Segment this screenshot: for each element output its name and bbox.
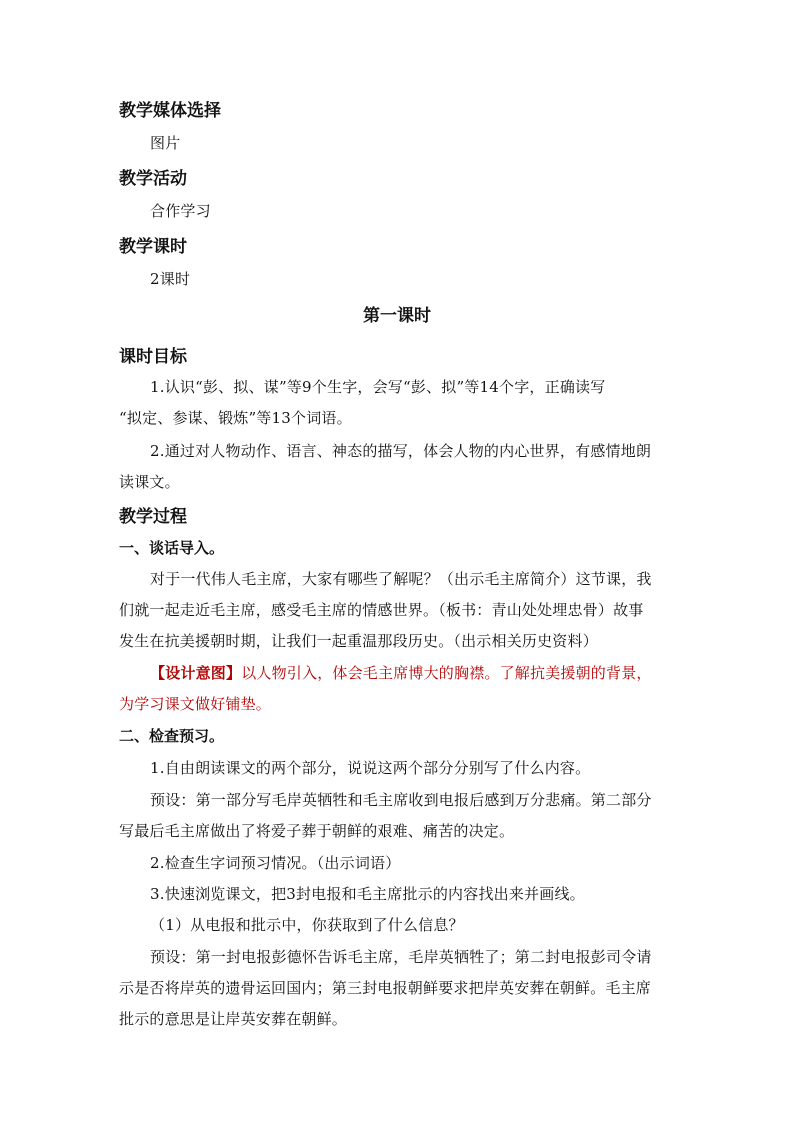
design-intent-line-1: [150, 662, 652, 683]
part-1-line-3: 发生在抗美援朝时期，让我们一起重温那段历史。（出示相关历史资料）: [119, 632, 598, 650]
part-2-heading: 二、检查预习。: [119, 727, 225, 745]
part-2-preview-1-line-1: 预设：第一部分写毛岸英牺牲和毛主席收到电报后感到万分悲痛。第二部分: [150, 791, 652, 809]
goal-2-line-2: 读课文。: [119, 473, 180, 491]
part-2-preview-1-line-2: 写最后毛主席做出了将爱子葬于朝鲜的艰难、痛苦的决定。: [119, 822, 515, 840]
part-2-preview-2-line-2: 示是否将岸英的遗骨运回国内；第三封电报朝鲜要求把岸英安葬在朝鲜。毛主席: [119, 979, 652, 997]
lesson-title: 第一课时: [363, 306, 431, 326]
part-2-item-2: 2.检查生字词预习情况。（出示词语）: [150, 854, 401, 872]
part-2-item-1: 1.自由朗读课文的两个部分，说说这两个部分分别写了什么内容。: [150, 759, 591, 777]
goal-1-line-1: 1.认识“彭、拟、谋”等9个生字，会写“彭、拟”等14个字，正确读写: [150, 378, 606, 396]
goal-2-line-1: 2.通过对人物动作、语言、神态的描写，体会人物的内心世界，有感情地朗: [150, 442, 652, 460]
design-intent-label: 【设计意图】: [150, 664, 242, 682]
design-intent-line-2: 为学习课文做好铺垫。: [119, 695, 272, 713]
activity-heading: 教学活动: [119, 169, 187, 189]
part-1-heading: 一、谈话导入。: [119, 539, 225, 557]
media-heading: 教学媒体选择: [119, 101, 221, 121]
part-2-preview-2-line-1: 预设：第一封电报彭德怀告诉毛主席，毛岸英牺牲了；第二封电报彭司令请: [150, 948, 652, 966]
part-2-item-3: 3.快速浏览课文，把3封电报和毛主席批示的内容找出来并画线。: [150, 885, 585, 903]
part-2-preview-2-line-3: 批示的意思是让岸英安葬在朝鲜。: [119, 1010, 348, 1028]
part-1-line-2: 们就一起走近毛主席，感受毛主席的情感世界。（板书：青山处处埋忠骨）故事: [119, 601, 644, 619]
activity-value: 合作学习: [150, 202, 211, 220]
goal-1-line-2: “拟定、参谋、锻炼”等13个词语。: [119, 409, 352, 427]
part-2-question-1: （1）从电报和批示中，你获取到了什么信息？: [150, 916, 464, 934]
hours-heading: 教学课时: [119, 237, 187, 257]
part-1-line-1: 对于一代伟人毛主席，大家有哪些了解呢？（出示毛主席简介）这节课，我: [150, 570, 652, 588]
goals-heading: 课时目标: [119, 347, 187, 367]
process-heading: 教学过程: [119, 507, 187, 527]
hours-value: 2课时: [150, 270, 191, 288]
design-intent-text: 以人物引入，体会毛主席博大的胸襟。了解抗美援朝的背景，: [241, 664, 652, 682]
media-value: 图片: [150, 134, 181, 152]
